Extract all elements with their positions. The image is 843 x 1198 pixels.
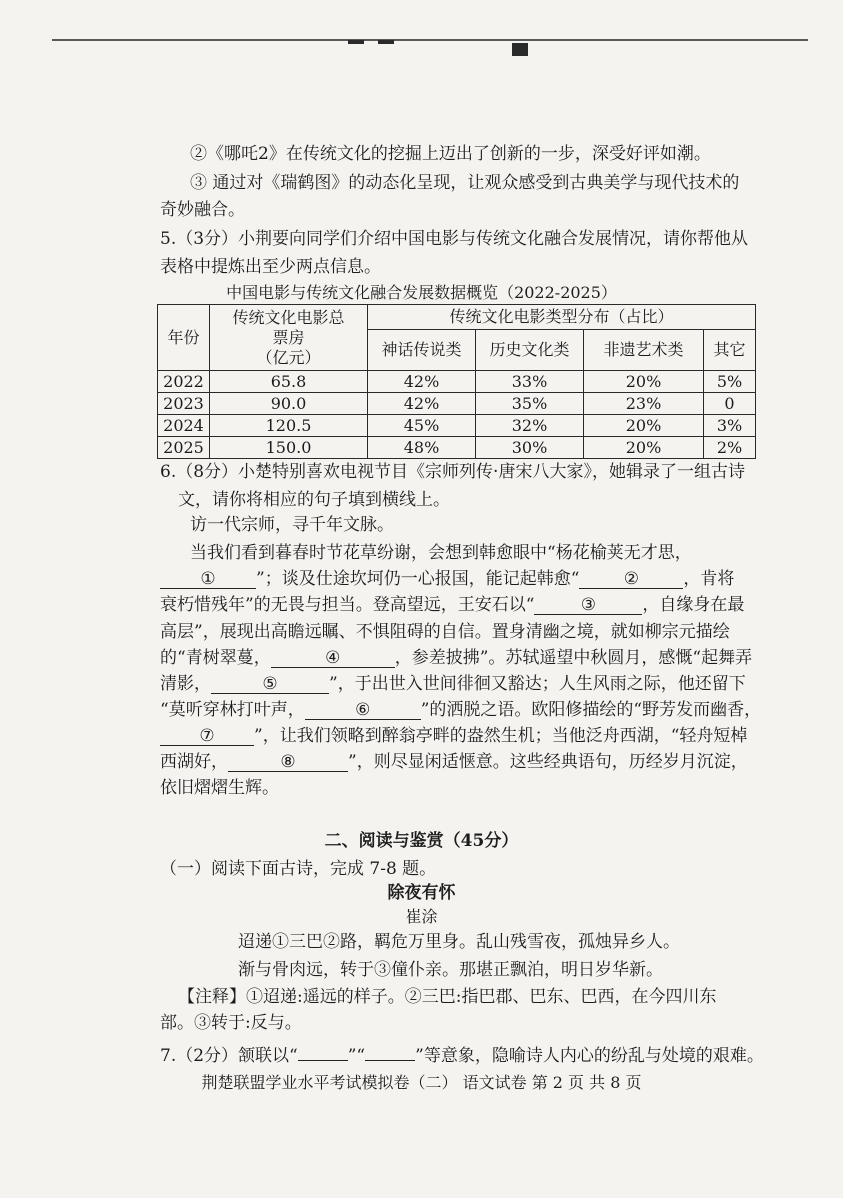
section-heading: 二、阅读与鉴赏（45分） [324, 831, 519, 851]
page-footer: 荆楚联盟学业水平考试模拟卷（二） 语文试卷 第 2 页 共 8 页 [201, 1073, 642, 1092]
blank-7[interactable]: ⑦ [160, 725, 254, 746]
table-row [158, 437, 756, 459]
cell-year: 2022 [158, 371, 210, 393]
header-year: 年份 [158, 305, 210, 371]
passage-line: 的“青树翠蔓， ④ ，参差披拂”。苏轼遥望中秋圆月，感慨“起舞弄 [160, 648, 753, 668]
scan-mark [378, 40, 394, 44]
cell-myth: 42% [368, 393, 476, 415]
cell-other: 3% [704, 415, 756, 437]
cell-year: 2024 [158, 415, 210, 437]
question-6-cont: 文，请你将相应的句子填到横线上。 [178, 490, 450, 510]
cell-myth: 48% [368, 437, 476, 459]
cell-heritage: 23% [584, 393, 704, 415]
blank-3[interactable]: ③ [534, 594, 642, 615]
passage-line: 衰朽惜残年”的无畏与担当。登高望远，王安石以“ ③ ，自缘身在最 [160, 595, 745, 615]
header-type-distribution: 传统文化电影类型分布（占比） [368, 305, 756, 330]
header-history: 历史文化类 [476, 330, 584, 371]
cell-other: 2% [704, 437, 756, 459]
passage-line: 高层”，展现出高瞻远瞩、不惧阻碍的自信。置身清幽之境，就如柳宗元描绘 [160, 622, 730, 642]
poem-notes: 【注释】①迢递:遥远的样子。②三巴:指巴郡、巴东、巴西，在今四川东 [178, 987, 717, 1007]
blank-2[interactable]: ② [579, 568, 683, 589]
cell-heritage: 20% [584, 437, 704, 459]
cell-heritage: 20% [584, 371, 704, 393]
poem-author: 崔涂 [405, 907, 438, 926]
blank-4[interactable]: ④ [271, 647, 395, 668]
cell-year: 2025 [158, 437, 210, 459]
table-title: 中国电影与传统文化融合发展数据概览（2022-2025） [226, 283, 617, 302]
blank-q7-2[interactable] [365, 1040, 415, 1061]
passage-line: ① ”；谈及仕途坎坷仍一心报国，能记起韩愈“ ② ，肯将 [160, 568, 734, 590]
question-5: 5.（3分）小荆要向同学们介绍中国电影与传统文化融合发展情况，请你帮他从 [160, 229, 749, 249]
question-7: 7.（2分）颔联以“ ”“ ”等意象，隐喻诗人内心的纷乱与处境的艰难。 [160, 1040, 764, 1067]
reading-item-2: ②《哪吒2》在传统文化的挖掘上迈出了创新的一步，深受好评如潮。 [190, 144, 711, 164]
reading-item-3-cont: 奇妙融合。 [160, 200, 245, 220]
passage-line: 当我们看到暮春时节花草纷谢，会想到韩愈眼中“杨花榆荚无才思， [190, 543, 692, 563]
cell-other: 5% [704, 371, 756, 393]
poem-line: 渐与骨肉远，转于③僮仆亲。那堪正飘泊，明日岁华新。 [238, 960, 663, 980]
header-myth: 神话传说类 [368, 330, 476, 371]
blank-5[interactable]: ⑤ [211, 673, 329, 694]
table-row [158, 415, 756, 437]
cell-history: 35% [476, 393, 584, 415]
table-row [158, 371, 756, 393]
cell-box: 65.8 [210, 371, 368, 393]
passage-line: 依旧熠熠生辉。 [160, 778, 279, 798]
blank-8[interactable]: ⑧ [228, 751, 348, 772]
cell-other: 0 [704, 393, 756, 415]
cell-myth: 45% [368, 415, 476, 437]
scan-edge [52, 39, 808, 41]
header-box-office: 传统文化电影总 票房 （亿元） [210, 305, 368, 371]
cell-history: 30% [476, 437, 584, 459]
cell-box: 150.0 [210, 437, 368, 459]
scan-mark [512, 43, 528, 56]
question-6: 6.（8分）小楚特别喜欢电视节目《宗师列传·唐宋八大家》，她辑录了一组古诗 [160, 462, 745, 482]
passage-subtitle: 访一代宗师，寻千年文脉。 [190, 515, 394, 535]
passage-line: 清影， ⑤ ”，于出世入世间徘徊又豁达；人生风雨之际，他还留下 [160, 674, 746, 694]
passage-line: “莫听穿林打叶声， ⑥ ”的洒脱之语。欧阳修描绘的“野芳发而幽香， [160, 700, 762, 720]
blank-6[interactable]: ⑥ [305, 699, 421, 720]
blank-1[interactable]: ① [160, 568, 256, 589]
cell-history: 33% [476, 371, 584, 393]
passage-line: ⑦ ”，让我们领略到醉翁亭畔的盎然生机；当他泛舟西湖，“轻舟短棹 [160, 725, 747, 747]
scan-mark [348, 40, 364, 44]
blank-q7-1[interactable] [298, 1040, 348, 1061]
cell-box: 90.0 [210, 393, 368, 415]
table-row [158, 393, 756, 415]
cell-heritage: 20% [584, 415, 704, 437]
question-5-cont: 表格中提炼出至少两点信息。 [160, 257, 381, 277]
poem-notes-cont: 部。③转于:反与。 [160, 1013, 302, 1033]
cell-history: 32% [476, 415, 584, 437]
cell-myth: 42% [368, 371, 476, 393]
header-heritage: 非遗艺术类 [584, 330, 704, 371]
cell-box: 120.5 [210, 415, 368, 437]
poem-title: 除夜有怀 [387, 883, 456, 903]
header-other: 其它 [704, 330, 756, 371]
poem-line: 迢递①三巴②路，羁危万里身。乱山残雪夜，孤烛异乡人。 [238, 932, 680, 952]
passage-line: 西湖好， ⑧ ”，则尽显闲适惬意。这些经典语句，历经岁月沉淀， [160, 752, 748, 772]
cell-year: 2023 [158, 393, 210, 415]
data-table [157, 304, 756, 459]
part-heading: （一）阅读下面古诗，完成 7-8 题。 [160, 859, 437, 879]
reading-item-3: ③ 通过对《瑞鹤图》的动态化呈现，让观众感受到古典美学与现代技术的 [190, 173, 740, 193]
